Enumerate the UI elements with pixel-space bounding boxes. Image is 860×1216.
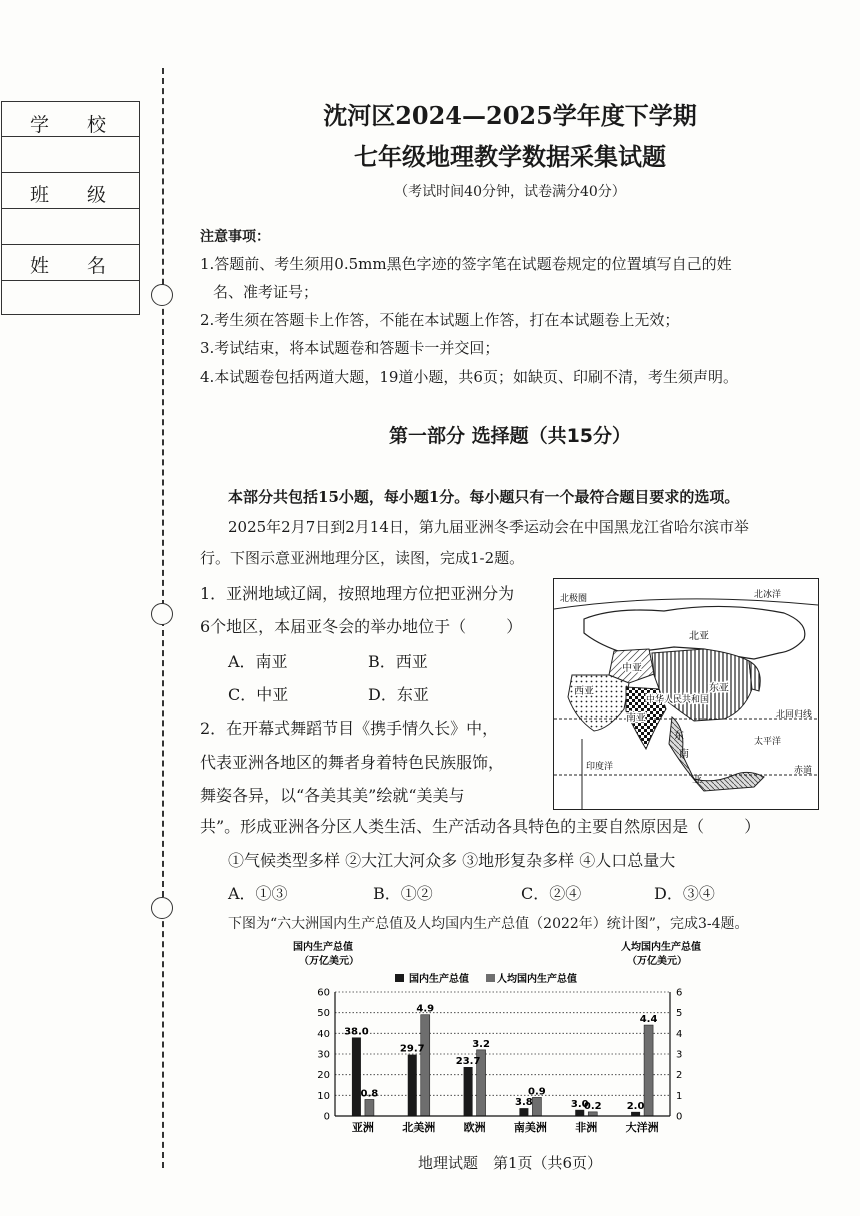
divider — [2, 244, 139, 245]
map-label-indian-ocean: 印度洋 — [586, 762, 614, 772]
legend-swatch-gdp — [395, 974, 404, 982]
chart-svg — [285, 940, 705, 1140]
asia-regions-map — [553, 578, 819, 810]
y-tick-left: 0 — [323, 1111, 330, 1123]
map-label-pacific: 太平洋 — [754, 737, 782, 747]
q2-statements: ①气候类型多样 ②大江大河众多 ③地形复杂多样 ④人口总量大 — [228, 851, 676, 870]
west-asia-region — [568, 675, 629, 731]
per-capita-bar — [532, 1097, 541, 1116]
per-capita-value-label: 0.8 — [360, 1088, 379, 1100]
q1-option-b[interactable]: B．西亚 — [368, 652, 428, 671]
binding-hole — [151, 603, 173, 625]
y-tick-left: 40 — [317, 1028, 330, 1040]
note-2: 2.考生须在答题卡上作答，不能在本试题上作答，打在本试题卷上无效； — [200, 311, 680, 329]
divider — [2, 208, 139, 209]
y-tick-left: 50 — [317, 1008, 330, 1020]
gdp-bar-chart — [285, 940, 705, 1140]
y-tick-right: 4 — [676, 1028, 683, 1040]
q2-stem-line3: 舞姿各异，以“各美其美”绘就“美美与 — [200, 786, 465, 805]
school-label: 学 校 — [30, 114, 107, 136]
per-capita-value-label: 4.9 — [416, 1003, 435, 1015]
x-category-label: 北美洲 — [402, 1121, 436, 1134]
map-label-arctic-ocean: 北冰洋 — [754, 590, 782, 600]
part1-intro: 本部分共包括15小题，每小题1分。每小题只有一个最符合题目要求的选项。 — [228, 488, 740, 506]
q2-stem-line2: 代表亚洲各地区的舞者身着特色民族服饰， — [200, 753, 505, 772]
q2-option-b[interactable]: B．①② — [373, 884, 433, 903]
map-label-west-asia: 西亚 — [574, 686, 594, 697]
note-1: 1.答题前、考生须用0.5mm黑色字迹的签字笔在试题卷规定的位置填写自己的姓 — [200, 255, 732, 273]
q1-stem-line1: 1．亚洲地域辽阔，按照地理方位把亚洲分为 — [200, 584, 515, 603]
left-axis-title-line2: （万亿美元） — [299, 956, 359, 967]
china-region — [652, 649, 752, 721]
q2-option-a[interactable]: A．①③ — [228, 884, 288, 903]
x-category-label: 大洋洲 — [625, 1121, 659, 1134]
q2-option-c[interactable]: C．②④ — [521, 884, 582, 903]
map-label-equator: 赤道 — [794, 766, 813, 776]
y-tick-left: 60 — [317, 987, 330, 999]
y-tick-left: 10 — [317, 1090, 330, 1102]
map-label-southeast-3: 亚 — [692, 775, 702, 786]
map-label-north-asia: 北亚 — [689, 631, 709, 642]
x-category-label: 非洲 — [575, 1121, 598, 1134]
q1-option-a[interactable]: A．南亚 — [228, 652, 288, 671]
gdp-value-label: 3.0 — [570, 1098, 589, 1110]
exam-title-line2: 七年级地理教学数据采集试题 — [354, 142, 666, 171]
map-label-central-asia: 中亚 — [622, 663, 642, 674]
q2-option-d[interactable]: D．③④ — [654, 884, 715, 903]
part1-heading: 第一部分 选择题（共15分） — [388, 425, 632, 447]
binding-hole — [151, 284, 173, 306]
per-capita-value-label: 0.2 — [583, 1100, 602, 1112]
y-tick-right: 0 — [676, 1111, 683, 1123]
left-axis-title-line1: 国内生产总值 — [293, 942, 353, 953]
per-capita-value-label: 3.2 — [472, 1038, 490, 1050]
gdp-value-label: 2.0 — [626, 1100, 645, 1112]
legend-label-per-capita: 人均国内生产总值 — [497, 974, 577, 985]
map-label-arctic-circle: 北极圈 — [560, 594, 588, 604]
right-axis-title-line1: 人均国内生产总值 — [621, 942, 701, 953]
x-category-label: 南美洲 — [513, 1121, 547, 1134]
binding-hole — [151, 897, 173, 919]
legend-label-gdp: 国内生产总值 — [409, 974, 469, 985]
context-line1: 2025年2月7日到2月14日，第九届亚洲冬季运动会在中国黑龙江省哈尔滨市举 — [228, 518, 749, 536]
q1-option-c[interactable]: C．中亚 — [228, 685, 289, 704]
y-tick-right: 2 — [676, 1070, 683, 1082]
per-capita-bar — [421, 1015, 430, 1116]
notes-heading: 注意事项： — [200, 229, 270, 245]
y-tick-right: 5 — [676, 1008, 683, 1020]
page-footer: 地理试题 第1页（共6页） — [417, 1154, 603, 1172]
name-label: 姓 名 — [30, 255, 107, 277]
asia-map-drawing — [554, 579, 818, 809]
q1-stem-line2: 6个地区，本届亚冬会的举办地位于（ ） — [200, 617, 523, 636]
gdp-value-label: 38.0 — [344, 1026, 369, 1038]
divider — [2, 172, 139, 173]
y-tick-right: 1 — [676, 1090, 683, 1102]
x-category-label: 亚洲 — [351, 1121, 374, 1134]
context-line2: 行。下图示意亚洲地理分区，读图，完成1-2题。 — [200, 549, 525, 567]
map-label-southeast-1: 东 — [674, 731, 684, 742]
map-label-south-asia: 南亚 — [626, 713, 646, 724]
gdp-bar — [464, 1067, 473, 1116]
gdp-value-label: 3.8 — [515, 1097, 533, 1109]
map-label-southeast-2: 南 — [679, 749, 689, 760]
per-capita-bar — [644, 1025, 653, 1116]
gdp-value-label: 29.7 — [399, 1043, 425, 1055]
per-capita-value-label: 0.9 — [528, 1086, 546, 1098]
note-4: 4.本试题卷包括两道大题，19道小题，共6页；如缺页、印刷不清，考生须声明。 — [200, 368, 738, 386]
map-label-china: 中华人民共和国 — [646, 695, 710, 705]
y-tick-left: 20 — [317, 1070, 330, 1082]
q2-stem-line4: 共”。形成亚洲各分区人类生活、生产活动各具特色的主要自然原因是（ ） — [200, 817, 761, 836]
note-3: 3.考试结束，将本试题卷和答题卡一并交回； — [200, 339, 500, 357]
legend-swatch-per-capita — [486, 974, 495, 982]
exam-title-line1: 沈河区2024—2025学年度下学期 — [323, 101, 697, 130]
class-label: 班 级 — [30, 184, 107, 206]
map-label-tropic: 北回归线 — [776, 710, 813, 720]
per-capita-value-label: 4.4 — [639, 1014, 658, 1026]
note-1-cont: 名、准考证号； — [213, 283, 319, 301]
x-category-label: 欧洲 — [463, 1121, 486, 1134]
exam-subtitle: （考试时间40分钟，试卷满分40分） — [394, 184, 626, 200]
gdp-bar — [575, 1110, 584, 1116]
gdp-bar — [631, 1112, 640, 1116]
q1-option-d[interactable]: D．东亚 — [368, 685, 429, 704]
map-label-east-asia: 东亚 — [709, 683, 729, 694]
right-axis-title-line2: （万亿美元） — [627, 956, 687, 967]
divider — [2, 136, 139, 137]
gdp-bar — [352, 1037, 361, 1116]
y-tick-right: 3 — [676, 1049, 683, 1061]
per-capita-bar — [365, 1099, 374, 1116]
q2-stem-line1: 2．在开幕式舞蹈节目《携手情久长》中， — [200, 719, 499, 738]
gdp-value-label: 23.7 — [455, 1056, 481, 1068]
y-tick-right: 6 — [676, 987, 683, 999]
gdp-bar — [519, 1108, 528, 1116]
gdp-bar — [408, 1055, 417, 1116]
y-tick-left: 30 — [317, 1049, 330, 1061]
student-info-box — [1, 101, 140, 315]
per-capita-bar — [588, 1112, 597, 1116]
q34-intro: 下图为“六大洲国内生产总值及人均国内生产总值（2022年）统计图”，完成3-4题。 — [228, 916, 749, 932]
divider — [2, 280, 139, 281]
